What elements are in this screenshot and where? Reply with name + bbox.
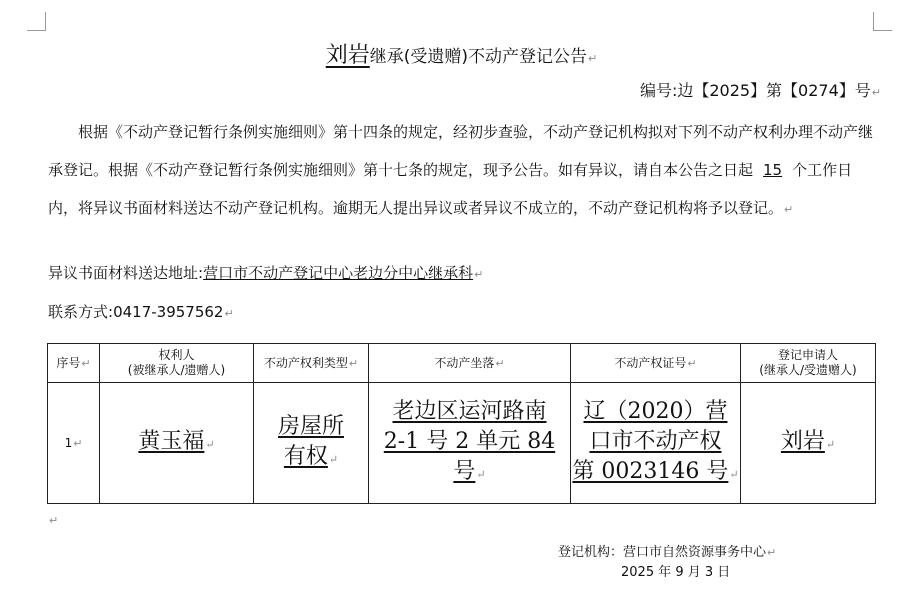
header-holder: 权利人 (被继承人/遗赠人) bbox=[100, 344, 254, 383]
paragraph-mark: ↵ bbox=[784, 203, 794, 216]
contact-info bbox=[48, 301, 234, 322]
notice-number-text: 编号:边【2025】第【0274】号 bbox=[639, 81, 871, 100]
registration-authority-text: 登记机构：营口市自然资源事务中心 bbox=[558, 545, 767, 560]
cell-right-type[interactable]: 房屋所 有权↵ bbox=[254, 383, 369, 504]
body-text-part1: 根据《不动产登记暂行条例实施细则》第十四条的规定，经初步查验，不动产登记机构拟对下列不动产权利办理不动产继承登记。根据《不动产登记暂行条例实施细则》第十七条的规定，现予公告。如有异议，请自本公告之日起 bbox=[48, 123, 874, 179]
cell-applicant[interactable]: 刘岩↵ bbox=[741, 383, 876, 504]
header-right-type: 不动产权利类型↵ bbox=[254, 344, 369, 383]
cell-location[interactable]: 老边区运河路南 2-1 号 2 单元 84 号↵ bbox=[369, 383, 571, 504]
header-applicant: 登记申请人 (继承人/受遗赠人) bbox=[741, 344, 876, 383]
cell-seq: 1↵ bbox=[48, 383, 100, 504]
header-location: 不动产坐落↵ bbox=[369, 344, 571, 383]
notice-number bbox=[640, 78, 881, 101]
paragraph-mark: ↵ bbox=[49, 514, 59, 527]
property-table bbox=[47, 343, 876, 504]
notice-date: 2025 年 9 月 3 日 bbox=[621, 565, 731, 580]
address-label: 异议书面材料送达地址: bbox=[48, 264, 204, 282]
notice-title bbox=[0, 38, 923, 69]
table-header-row bbox=[48, 344, 876, 383]
paragraph-mark: ↵ bbox=[474, 268, 484, 281]
table-row bbox=[48, 383, 876, 504]
registration-authority bbox=[558, 541, 776, 560]
address-value[interactable]: 营口市不动产登记中心老边分中心继承科 bbox=[203, 264, 474, 282]
paragraph-mark: ↵ bbox=[767, 546, 777, 559]
contact-label: 联系方式: bbox=[48, 303, 114, 321]
days-value[interactable]: 15 bbox=[763, 161, 783, 179]
header-seq: 序号↵ bbox=[48, 344, 100, 383]
objection-address bbox=[48, 262, 483, 283]
page-corner-mark-top-left bbox=[27, 12, 46, 31]
body-text-part2: 个工作日内，将异议书面材料送达不动产登记机构。逾期无人提出异议或者异议不成立的，不动产登记机构将予以登记。 bbox=[48, 161, 853, 217]
title-name[interactable]: 刘岩 bbox=[325, 43, 370, 68]
paragraph-mark: ↵ bbox=[588, 52, 598, 65]
title-text: 继承(受遗赠)不动产登记公告 bbox=[369, 47, 588, 67]
contact-value[interactable]: 0417-3957562 bbox=[113, 303, 224, 321]
cell-holder[interactable]: 黄玉福↵ bbox=[100, 383, 254, 504]
paragraph-mark: ↵ bbox=[871, 86, 881, 99]
page-corner-mark-top-right bbox=[873, 12, 892, 31]
paragraph-mark: ↵ bbox=[224, 307, 234, 320]
header-cert-no: 不动产权证号↵ bbox=[571, 344, 741, 383]
cell-cert-no[interactable]: 辽（2020）营 口市不动产权 第 0023146 号↵ bbox=[571, 383, 741, 504]
notice-body bbox=[48, 113, 878, 229]
